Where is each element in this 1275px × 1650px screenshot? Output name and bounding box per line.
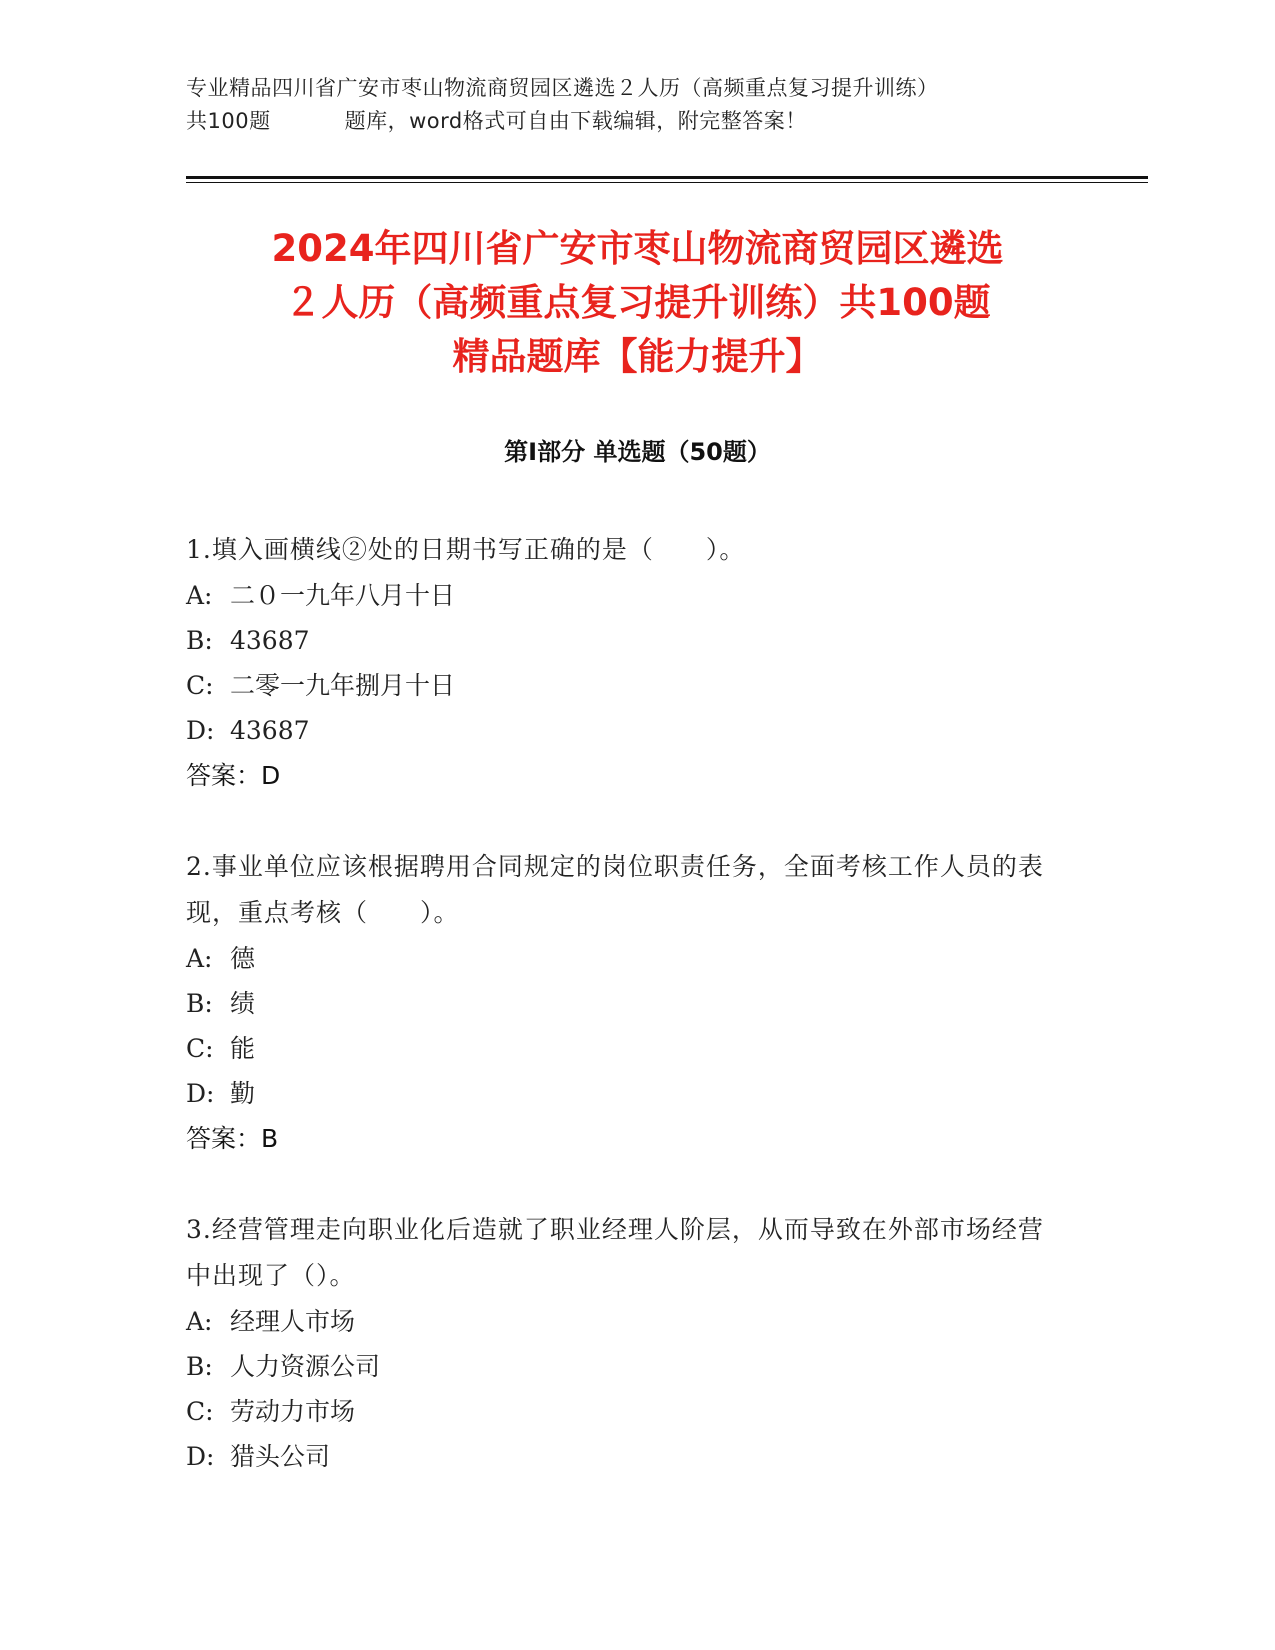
option-key: C: bbox=[186, 671, 214, 700]
option-key: B: bbox=[186, 989, 213, 1018]
option-text: 劳动力市场 bbox=[230, 1397, 356, 1426]
option-c bbox=[186, 1389, 1066, 1434]
question-stem: 3.经营管理走向职业化后造就了职业经理人阶层，从而导致在外部市场经营中出现了（）。 bbox=[186, 1215, 1044, 1290]
document-title bbox=[150, 222, 1125, 384]
answer-line: 答案：B bbox=[186, 1124, 279, 1153]
option-text: 人力资源公司 bbox=[230, 1352, 381, 1381]
header-divider-thick bbox=[186, 176, 1148, 179]
option-text: 二零一九年捌月十日 bbox=[230, 671, 456, 700]
option-a bbox=[186, 936, 1066, 981]
option-text: 43687 bbox=[230, 716, 310, 745]
header-line-2-count: 共100题 bbox=[186, 109, 271, 133]
option-key: B: bbox=[186, 626, 213, 655]
title-line-3: 精品题库【能力提升】 bbox=[452, 335, 823, 378]
option-d bbox=[186, 1071, 1066, 1116]
question-3 bbox=[186, 1207, 1066, 1479]
option-key: B: bbox=[186, 1352, 213, 1381]
option-key: A: bbox=[186, 944, 213, 973]
option-b bbox=[186, 618, 1066, 663]
option-text: 猎头公司 bbox=[230, 1442, 331, 1471]
option-text: 二０一九年八月十日 bbox=[230, 581, 456, 610]
option-key: A: bbox=[186, 581, 213, 610]
document-header-note bbox=[186, 72, 1066, 138]
option-key: D: bbox=[186, 716, 215, 745]
option-a bbox=[186, 573, 1066, 618]
option-text: 经理人市场 bbox=[230, 1307, 356, 1336]
title-line-1: 2024年四川省广安市枣山物流商贸园区遴选 bbox=[271, 227, 1004, 270]
question-2 bbox=[186, 844, 1066, 1161]
question-stem: 2.事业单位应该根据聘用合同规定的岗位职责任务，全面考核工作人员的表现，重点考核（ ）。 bbox=[186, 852, 1044, 927]
question-stem: 1.填入画横线②处的日期书写正确的是（ ）。 bbox=[186, 535, 746, 564]
option-a bbox=[186, 1299, 1066, 1344]
header-line-1: 专业精品四川省广安市枣山物流商贸园区遴选２人历（高频重点复习提升训练） bbox=[186, 76, 939, 100]
option-d bbox=[186, 1434, 1066, 1479]
option-b bbox=[186, 981, 1066, 1026]
option-text: 德 bbox=[230, 944, 256, 973]
option-d bbox=[186, 708, 1066, 753]
option-text: 绩 bbox=[230, 989, 256, 1018]
option-key: C: bbox=[186, 1397, 214, 1426]
option-b bbox=[186, 1344, 1066, 1389]
header-divider-thin bbox=[186, 182, 1148, 183]
header-line-2-desc: 题库，word格式可自由下载编辑，附完整答案！ bbox=[344, 109, 807, 133]
question-list bbox=[186, 527, 1066, 1525]
option-key: A: bbox=[186, 1307, 213, 1336]
option-key: C: bbox=[186, 1034, 214, 1063]
answer-line: 答案：D bbox=[186, 761, 281, 790]
option-c bbox=[186, 663, 1066, 708]
option-text: 43687 bbox=[230, 626, 310, 655]
section-heading: 第I部分 单选题（50题） bbox=[504, 438, 771, 466]
option-text: 勤 bbox=[230, 1079, 256, 1108]
question-1 bbox=[186, 527, 1066, 798]
option-key: D: bbox=[186, 1079, 215, 1108]
header-line-2 bbox=[186, 105, 1066, 138]
option-key: D: bbox=[186, 1442, 215, 1471]
option-text: 能 bbox=[230, 1034, 256, 1063]
title-line-2: ２人历（高频重点复习提升训练）共100题 bbox=[284, 281, 991, 324]
option-c bbox=[186, 1026, 1066, 1071]
